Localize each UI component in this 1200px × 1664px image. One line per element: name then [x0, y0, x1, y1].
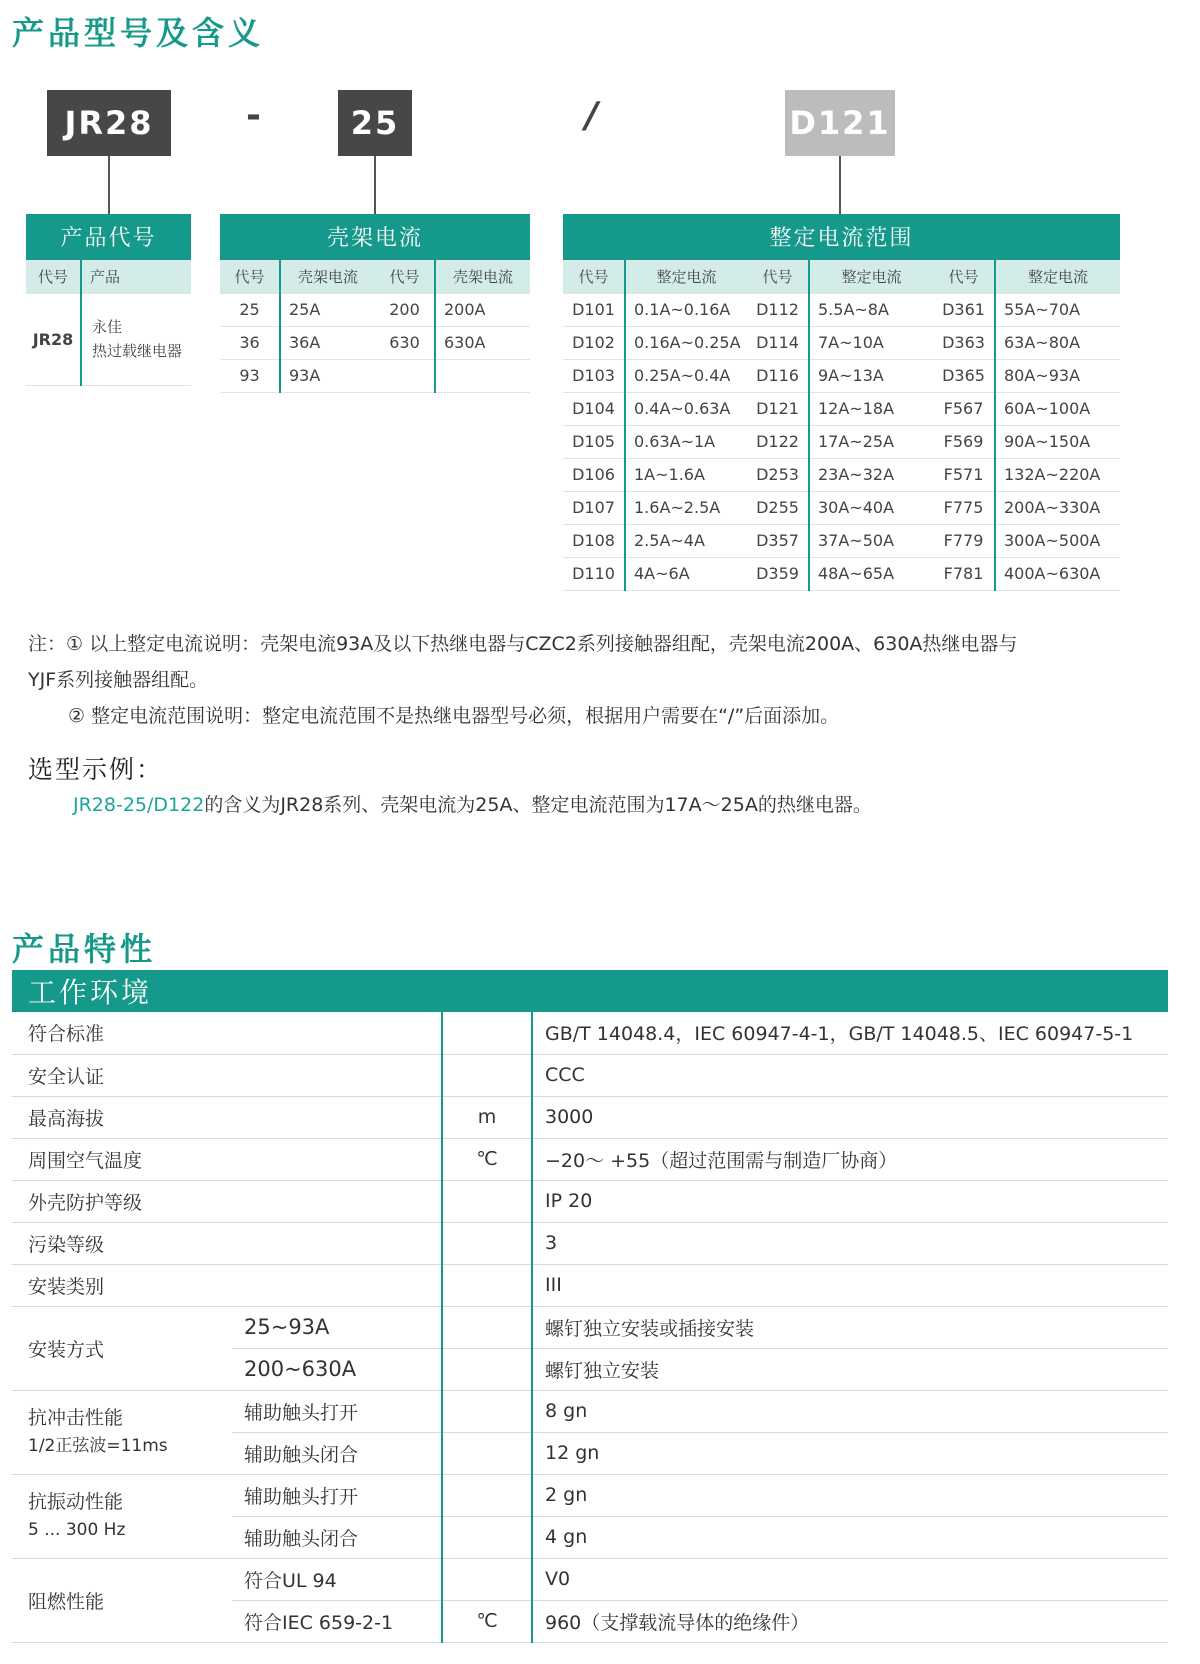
column-header: 产品	[81, 260, 191, 293]
column-header: 整定电流	[995, 260, 1120, 293]
table-row	[12, 1012, 1168, 1054]
setting-range: 80A~93A	[995, 359, 1120, 392]
env-value: III	[532, 1264, 1168, 1306]
env-unit	[442, 1558, 532, 1600]
env-unit	[442, 1222, 532, 1264]
frame-current: 36A	[280, 326, 375, 359]
code-box-setting: D121	[785, 90, 895, 156]
env-label-detail: 1/2正弦波=11ms	[28, 1436, 168, 1456]
setting-range: 5.5A~8A	[809, 293, 933, 326]
table-row	[563, 524, 1120, 557]
env-sub-label: 符合IEC 659-2-1	[232, 1600, 442, 1642]
env-label: 抗冲击性能	[28, 1407, 124, 1429]
product-code-table	[26, 214, 191, 386]
env-value: 螺钉独立安装或插接安装	[532, 1306, 1168, 1348]
table-row	[12, 1096, 1168, 1138]
env-value: −20～ +55（超过范围需与制造厂协商）	[532, 1138, 1168, 1180]
setting-code: D103	[563, 359, 625, 392]
setting-code: D110	[563, 557, 625, 590]
setting-code: D102	[563, 326, 625, 359]
example-description: 的含义为JR28系列、壳架电流为25A、整定电流范围为17A～25A的热继电器。	[204, 794, 872, 816]
frame-code	[375, 359, 435, 392]
env-label: 安装类别	[12, 1264, 442, 1306]
table-row	[12, 1138, 1168, 1180]
env-value: GB/T 14048.4，IEC 60947-4-1，GB/T 14048.5、IEC 60947-5-1	[532, 1012, 1168, 1054]
table-row	[220, 359, 530, 392]
setting-range: 55A~70A	[995, 293, 1120, 326]
env-value: CCC	[532, 1054, 1168, 1096]
env-value: 4 gn	[532, 1516, 1168, 1558]
frame-current: 630A	[435, 326, 530, 359]
table-row	[220, 293, 530, 326]
setting-code: D116	[747, 359, 809, 392]
table-row	[12, 1054, 1168, 1096]
env-value: 螺钉独立安装	[532, 1348, 1168, 1390]
setting-range: 60A~100A	[995, 392, 1120, 425]
table-row	[12, 1264, 1168, 1306]
setting-range: 4A~6A	[625, 557, 747, 590]
setting-code: D104	[563, 392, 625, 425]
setting-range: 0.25A~0.4A	[625, 359, 747, 392]
frame-code: 630	[375, 326, 435, 359]
env-unit	[442, 1180, 532, 1222]
env-sub-label: 辅助触头打开	[232, 1390, 442, 1432]
setting-range: 1.6A~2.5A	[625, 491, 747, 524]
table-row	[12, 1180, 1168, 1222]
column-header: 代号	[220, 260, 280, 293]
setting-code: D255	[747, 491, 809, 524]
setting-range: 0.4A~0.63A	[625, 392, 747, 425]
env-label: 外壳防护等级	[12, 1180, 442, 1222]
setting-range: 12A~18A	[809, 392, 933, 425]
setting-current-table	[563, 214, 1120, 591]
example-code: JR28-25/D122	[73, 794, 205, 816]
setting-range: 0.16A~0.25A	[625, 326, 747, 359]
env-unit: ℃	[442, 1600, 532, 1642]
env-sub-label: 辅助触头打开	[232, 1474, 442, 1516]
env-label: 安全认证	[12, 1054, 442, 1096]
setting-code: D105	[563, 425, 625, 458]
frame-current	[435, 359, 530, 392]
table-title: 壳架电流	[220, 214, 530, 260]
connector-line	[108, 156, 110, 214]
column-header: 代号	[563, 260, 625, 293]
setting-code: D122	[747, 425, 809, 458]
example-title: 选型示例：	[28, 755, 164, 784]
setting-code: D253	[747, 458, 809, 491]
setting-code: D107	[563, 491, 625, 524]
table-title: 产品代号	[26, 214, 191, 260]
setting-code: F781	[933, 557, 995, 590]
env-label: 符合标准	[12, 1012, 442, 1054]
frame-code: 25	[220, 293, 280, 326]
setting-code: F569	[933, 425, 995, 458]
frame-current: 25A	[280, 293, 375, 326]
column-header: 代号	[747, 260, 809, 293]
section-title-features: 产品特性	[12, 930, 157, 968]
connector-line	[839, 156, 841, 214]
setting-range: 7A~10A	[809, 326, 933, 359]
setting-range: 300A~500A	[995, 524, 1120, 557]
env-label: 周围空气温度	[12, 1138, 442, 1180]
env-value: 3000	[532, 1096, 1168, 1138]
env-unit	[442, 1012, 532, 1054]
env-label: 阻燃性能	[12, 1558, 232, 1642]
setting-code: D363	[933, 326, 995, 359]
frame-code: 200	[375, 293, 435, 326]
table-title: 整定电流范围	[563, 214, 1120, 260]
setting-code: D108	[563, 524, 625, 557]
env-value: 2 gn	[532, 1474, 1168, 1516]
setting-code: D359	[747, 557, 809, 590]
product-code: JR28	[26, 293, 81, 385]
column-header: 代号	[375, 260, 435, 293]
env-value: 960（支撑载流导体的绝缘件）	[532, 1600, 1168, 1642]
code-separator-dash: -	[246, 95, 261, 136]
note-line-1: 注：① 以上整定电流说明：壳架电流93A及以下热继电器与CZC2系列接触器组配，壳架电流200A、630A热继电器与	[28, 633, 1018, 655]
env-label: 安装方式	[12, 1306, 232, 1390]
env-label: 最高海拔	[12, 1096, 442, 1138]
table-row	[563, 392, 1120, 425]
setting-code: D106	[563, 458, 625, 491]
product-name-line2: 热过载继电器	[92, 342, 183, 360]
setting-range: 48A~65A	[809, 557, 933, 590]
env-sub-label: 25~93A	[232, 1306, 442, 1348]
env-value: 3	[532, 1222, 1168, 1264]
env-unit: m	[442, 1096, 532, 1138]
setting-range: 90A~150A	[995, 425, 1120, 458]
setting-code: D114	[747, 326, 809, 359]
environment-table	[12, 1012, 1168, 1643]
setting-code: D357	[747, 524, 809, 557]
setting-range: 30A~40A	[809, 491, 933, 524]
setting-range: 0.1A~0.16A	[625, 293, 747, 326]
setting-range: 37A~50A	[809, 524, 933, 557]
setting-range: 0.63A~1A	[625, 425, 747, 458]
environment-header: 工作环境	[12, 970, 1168, 1012]
frame-code: 93	[220, 359, 280, 392]
table-row	[220, 326, 530, 359]
setting-range: 200A~330A	[995, 491, 1120, 524]
setting-code: D361	[933, 293, 995, 326]
env-unit	[442, 1054, 532, 1096]
env-sub-label: 符合UL 94	[232, 1558, 442, 1600]
connector-line	[374, 156, 376, 214]
column-header: 代号	[933, 260, 995, 293]
setting-code: D121	[747, 392, 809, 425]
env-sub-label: 辅助触头闭合	[232, 1432, 442, 1474]
setting-range: 400A~630A	[995, 557, 1120, 590]
column-header: 壳架电流	[280, 260, 375, 293]
note-line-2: YJF系列接触器组配。	[28, 669, 209, 691]
column-header: 壳架电流	[435, 260, 530, 293]
table-row	[563, 557, 1120, 590]
frame-current: 200A	[435, 293, 530, 326]
note-line-3: ② 整定电流范围说明：整定电流范围不是热继电器型号必须，根据用户需要在“/”后面添加。	[68, 705, 840, 727]
table-row	[563, 359, 1120, 392]
env-label-detail: 5 ... 300 Hz	[28, 1520, 126, 1540]
frame-current: 93A	[280, 359, 375, 392]
env-unit: ℃	[442, 1138, 532, 1180]
setting-code: D112	[747, 293, 809, 326]
code-box-frame: 25	[338, 90, 412, 156]
table-row	[12, 1222, 1168, 1264]
env-label: 污染等级	[12, 1222, 442, 1264]
example-text	[73, 790, 872, 817]
setting-range: 132A~220A	[995, 458, 1120, 491]
setting-code: D101	[563, 293, 625, 326]
setting-range: 63A~80A	[995, 326, 1120, 359]
table-row	[563, 425, 1120, 458]
env-value: IP 20	[532, 1180, 1168, 1222]
env-value: 8 gn	[532, 1390, 1168, 1432]
setting-code: F775	[933, 491, 995, 524]
setting-range: 1A~1.6A	[625, 458, 747, 491]
env-sub-label: 200~630A	[232, 1348, 442, 1390]
env-unit	[442, 1264, 532, 1306]
setting-range: 17A~25A	[809, 425, 933, 458]
table-row	[563, 458, 1120, 491]
column-header: 整定电流	[809, 260, 933, 293]
setting-code: F571	[933, 458, 995, 491]
code-box-series: JR28	[47, 90, 171, 156]
setting-range: 9A~13A	[809, 359, 933, 392]
setting-range: 2.5A~4A	[625, 524, 747, 557]
section-title-model: 产品型号及含义	[12, 14, 265, 52]
setting-code: F779	[933, 524, 995, 557]
env-sub-label: 辅助触头闭合	[232, 1516, 442, 1558]
env-value: 12 gn	[532, 1432, 1168, 1474]
code-separator-slash: /	[585, 95, 599, 136]
table-row	[563, 293, 1120, 326]
setting-range: 23A~32A	[809, 458, 933, 491]
column-header: 整定电流	[625, 260, 747, 293]
setting-code: D365	[933, 359, 995, 392]
frame-code: 36	[220, 326, 280, 359]
env-value: V0	[532, 1558, 1168, 1600]
table-row	[563, 326, 1120, 359]
env-label: 抗振动性能	[28, 1491, 124, 1513]
product-name-line1: 永佳	[92, 318, 123, 336]
frame-current-table	[220, 214, 530, 393]
column-header: 代号	[26, 260, 81, 293]
setting-code: F567	[933, 392, 995, 425]
table-row	[563, 491, 1120, 524]
